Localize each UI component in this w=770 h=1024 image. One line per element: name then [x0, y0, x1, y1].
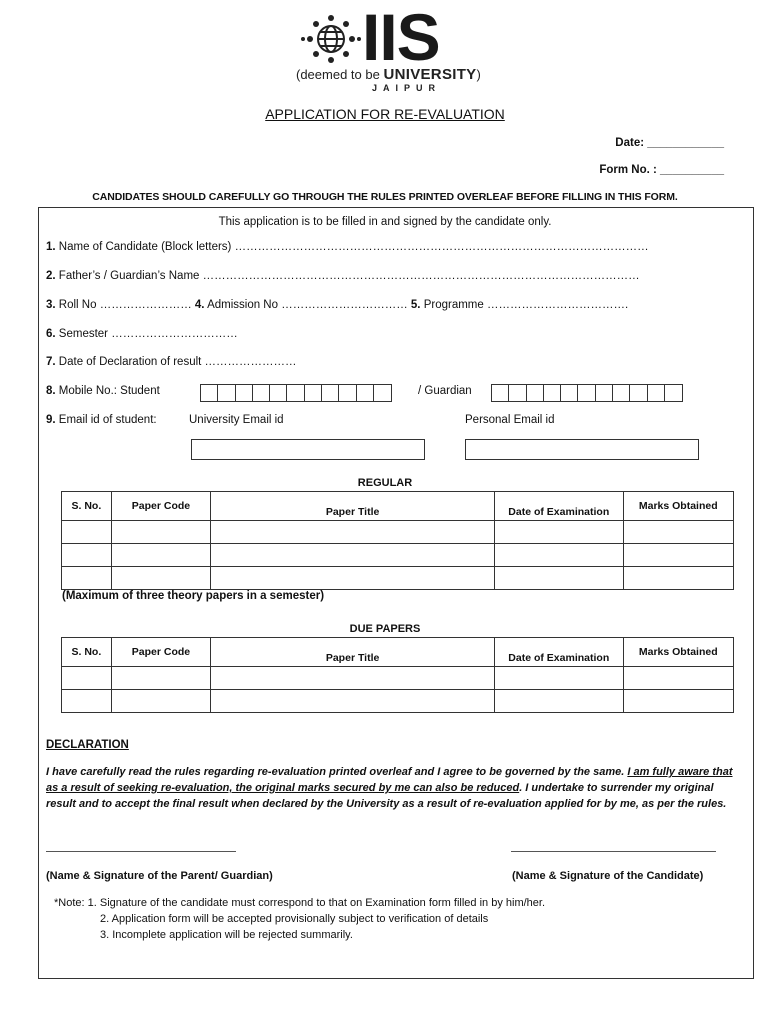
header-exam-date: Date of Examination — [495, 492, 623, 521]
table-row[interactable] — [62, 567, 734, 590]
logo-subtitle: (deemed to be UNIVERSITY) — [296, 66, 481, 83]
table-header-row — [62, 492, 734, 521]
header-marks: Marks Obtained — [623, 492, 734, 521]
email-label: 9. Email id of student: — [46, 414, 157, 426]
university-email-input[interactable] — [191, 439, 425, 460]
page-title: APPLICATION FOR RE-EVALUATION — [265, 106, 505, 122]
instruction-notice: CANDIDATES SHOULD CAREFULLY GO THROUGH THE RULES PRINTED OVERLEAF BEFORE FILLING IN THIS FORM. — [92, 191, 678, 203]
due-papers-title: DUE PAPERS — [349, 623, 421, 635]
form-intro: This application is to be filled in and signed by the candidate only. — [218, 216, 552, 228]
header-paper-title: Paper Title — [211, 492, 495, 521]
table-header-row — [62, 638, 734, 667]
university-emblem-icon — [298, 12, 364, 66]
guardian-mobile-label: / Guardian — [418, 385, 472, 397]
candidate-signature-line[interactable] — [511, 851, 716, 852]
student-mobile-boxes[interactable] — [200, 384, 392, 402]
form-number-field: Form No. : __________ — [599, 164, 724, 176]
logo-text: IIS — [362, 0, 440, 74]
note-1: *Note: 1. Signature of the candidate must correspond to that on Examination form filled in by him/her. — [54, 897, 546, 909]
regular-title: REGULAR — [357, 477, 413, 489]
header-paper-code: Paper Code — [111, 638, 210, 667]
table-row[interactable] — [62, 690, 734, 713]
personal-email-input[interactable] — [465, 439, 699, 460]
table-row[interactable] — [62, 544, 734, 567]
roll-admission-programme-row: 3. Roll No …………………… 4. Admission No …………………………… 5. Programme ………………………………. — [46, 299, 629, 311]
header-sno: S. No. — [62, 492, 112, 521]
mobile-label: 8. Mobile No.: Student — [46, 385, 160, 397]
personal-email-label: Personal Email id — [465, 414, 555, 426]
header-paper-title: Paper Title — [211, 638, 495, 667]
table-row[interactable] — [62, 521, 734, 544]
header-marks: Marks Obtained — [623, 638, 734, 667]
guardian-mobile-boxes[interactable] — [491, 384, 683, 402]
declaration-heading: DECLARATION — [46, 739, 129, 751]
header-sno: S. No. — [62, 638, 112, 667]
parent-signature-line[interactable] — [46, 851, 236, 852]
guardian-name-field: 2. Father’s / Guardian’s Name …………………………………………………………………………………………………… — [46, 270, 640, 282]
candidate-signature-label: (Name & Signature of the Candidate) — [512, 870, 704, 882]
table-row[interactable] — [62, 667, 734, 690]
result-date-field: 7. Date of Declaration of result …………………… — [46, 356, 297, 368]
regular-table — [61, 491, 734, 590]
university-email-label: University Email id — [189, 414, 284, 426]
logo-city: JAIPUR — [372, 83, 442, 93]
header-paper-code: Paper Code — [111, 492, 210, 521]
date-field: Date: ____________ — [615, 137, 724, 149]
max-papers-note: (Maximum of three theory papers in a semester) — [62, 590, 325, 602]
parent-signature-label: (Name & Signature of the Parent/ Guardian) — [46, 870, 273, 882]
due-papers-table — [61, 637, 734, 713]
declaration-text: I have carefully read the rules regarding re-evaluation printed overleaf and I agree to be governed by the same. I am fully aware that as a result of seeking re-evaluation, the original marks secured by me can also be reduced. I undertake to surrender my original result and to accept the final result when declared by the University as a result of re-evaluation applied for by me, as per the rules. — [46, 766, 733, 810]
header-exam-date: Date of Examination — [495, 638, 623, 667]
semester-field: 6. Semester …………………………… — [46, 328, 238, 340]
notes-section — [54, 895, 545, 943]
note-2: 2. Application form will be accepted provisionally subject to verification of details — [100, 913, 489, 925]
note-3: 3. Incomplete application will be rejected summarily. — [100, 929, 353, 941]
candidate-name-field: 1. Name of Candidate (Block letters) ……………………………………………………………………………………………… — [46, 241, 649, 253]
